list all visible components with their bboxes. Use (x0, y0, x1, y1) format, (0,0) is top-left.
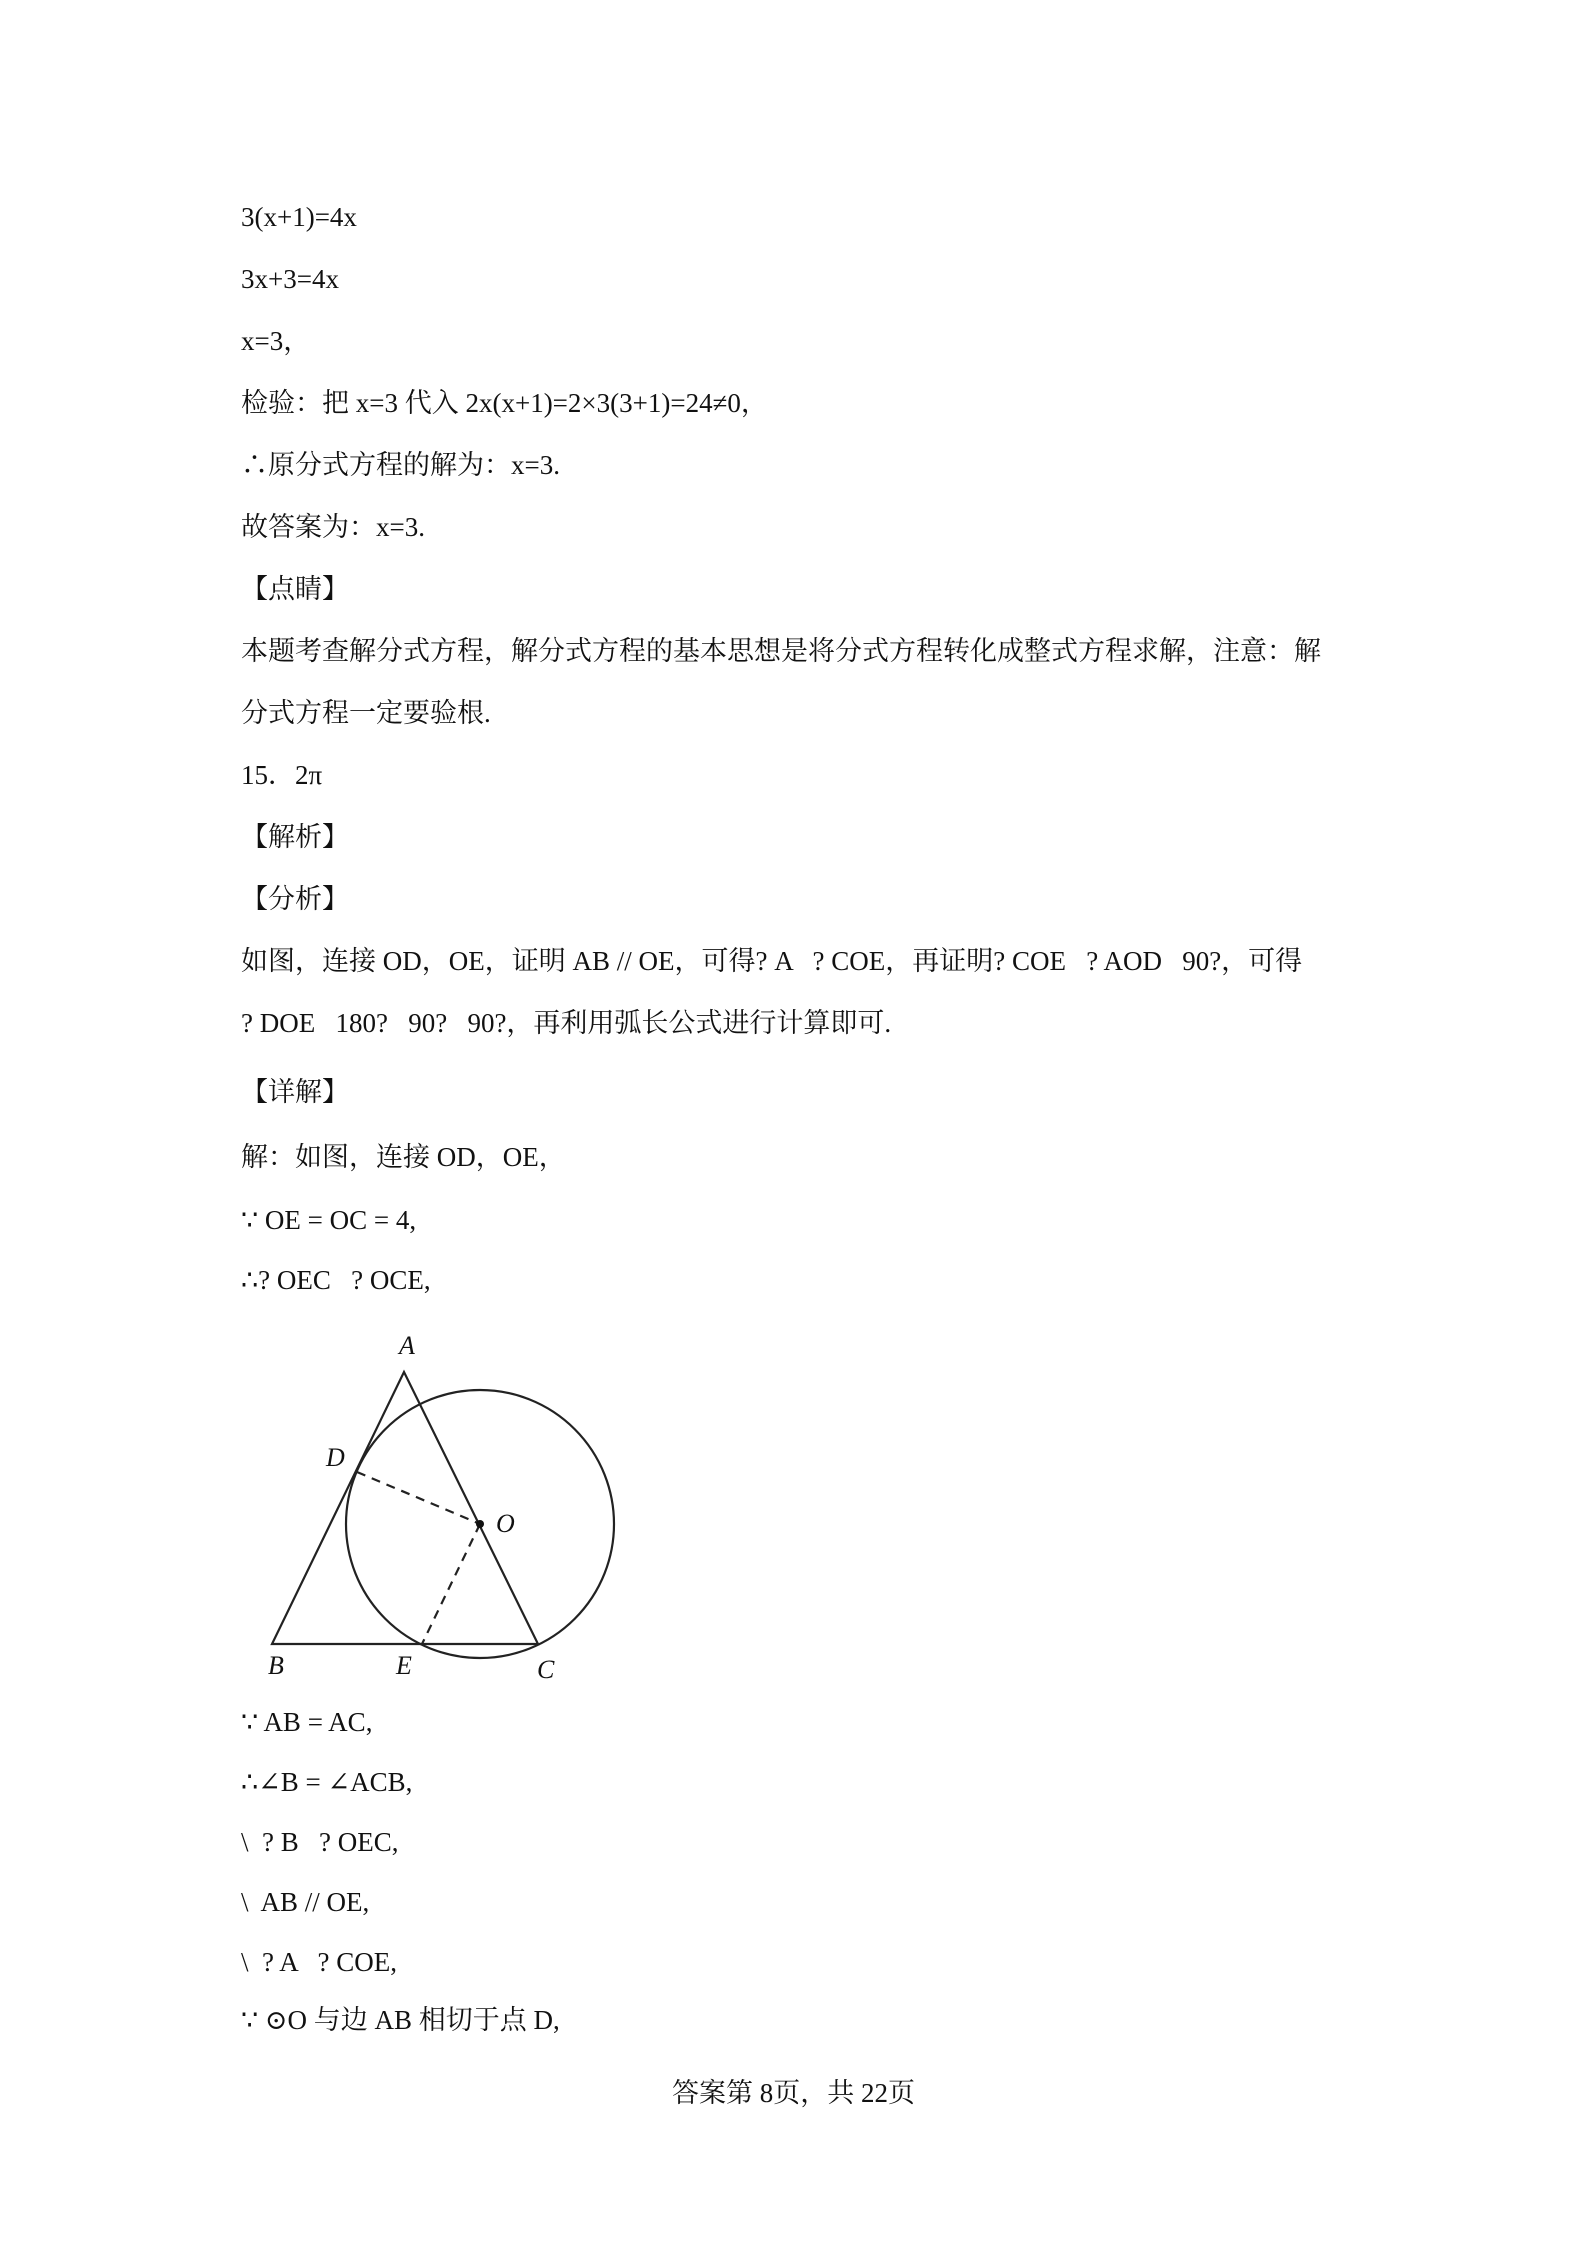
answer-line: 故答案为：x=3. (241, 512, 425, 542)
label-o: O (496, 1509, 515, 1538)
label-b: B (268, 1651, 284, 1680)
section-heading-dianjing: 【点睛】 (241, 574, 349, 604)
comment-line: 分式方程一定要验根. (241, 698, 491, 728)
solution-line: ∴? OEC ? OCE, (241, 1265, 431, 1295)
segment-oe (422, 1524, 480, 1644)
section-heading-xiangjie: 【详解】 (241, 1077, 349, 1107)
equation-line: 3x+3=4x (241, 264, 339, 294)
analysis-line: ? DOE 180? 90? 90?，再利用弧长公式进行计算即可. (241, 1008, 892, 1038)
equation-line: x=3， (241, 326, 311, 356)
section-heading-fenxi: 【分析】 (241, 884, 349, 914)
section-heading-jiexi: 【解析】 (241, 822, 349, 852)
analysis-line: 如图，连接 OD，OE，证明 AB // OE，可得? A ? COE，再证明? COE ? AOD 90?，可得 (241, 946, 1303, 976)
label-e: E (396, 1651, 412, 1680)
solution-line: \ ? A ? COE, (241, 1947, 397, 1977)
solution-line: \ AB // OE, (241, 1887, 370, 1917)
conclusion-line: ∴原分式方程的解为：x=3. (241, 450, 560, 480)
label-a: A (399, 1331, 415, 1360)
center-point-o (476, 1520, 484, 1528)
label-c: C (537, 1655, 555, 1684)
label-d: D (326, 1443, 345, 1472)
page-footer: 答案第 8页，共 22页 (672, 2078, 915, 2108)
solution-line: ∴∠B = ∠ACB, (241, 1767, 413, 1797)
question-answer-15: 15．2π (241, 760, 323, 790)
check-line: 检验：把 x=3 代入 2x(x+1)=2×3(3+1)=24≠0， (241, 388, 768, 418)
segment-od (357, 1472, 480, 1524)
solution-line: ∵ ⊙O 与边 AB 相切于点 D, (241, 2005, 560, 2035)
comment-line: 本题考查解分式方程，解分式方程的基本思想是将分式方程转化成整式方程求解，注意：解 (241, 636, 1321, 666)
solution-line: \ ? B ? OEC, (241, 1827, 399, 1857)
solution-line: ∵ AB = AC, (241, 1707, 373, 1737)
solution-line: ∵ OE = OC = 4, (241, 1205, 417, 1235)
solution-line: 解：如图，连接 OD，OE， (241, 1142, 566, 1172)
equation-line: 3(x+1)=4x (241, 202, 357, 232)
